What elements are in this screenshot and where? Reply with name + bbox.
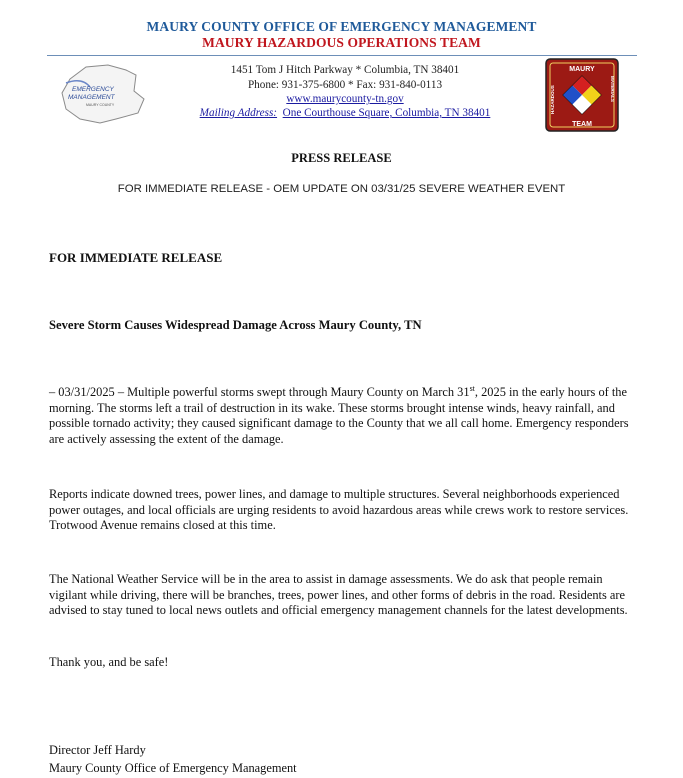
logo-text-3: MAURY COUNTY bbox=[86, 103, 115, 107]
mailing-address: One Courthouse Square, Columbia, TN 38401 bbox=[282, 107, 491, 119]
emergency-management-logo bbox=[56, 61, 152, 127]
logo-text-2: MANAGEMENT bbox=[68, 94, 115, 101]
website-link[interactable]: www.maurycounty-tn.gov bbox=[286, 93, 404, 105]
header-divider bbox=[47, 55, 637, 56]
team-name: MAURY HAZARDOUS OPERATIONS TEAM bbox=[202, 35, 481, 50]
press-release-subtitle: FOR IMMEDIATE RELEASE - OEM UPDATE ON 03/31/25 SEVERE WEATHER EVENT bbox=[117, 183, 566, 195]
body-paragraph-4: Thank you, and be safe! bbox=[49, 655, 169, 669]
p1-text-end: , 2025 in the early hours of the morning. The storms left a trail of destruction in its wake. These storms brought intense winds, heavy rainfall, and possible tornado activity; they caused significant damage to the County that we all call home. Emergency responders are actively assessing the extent of the damage. bbox=[49, 385, 629, 446]
mailing-label: Mailing Address: bbox=[199, 107, 278, 119]
patch-bottom-text: TEAM bbox=[572, 121, 592, 128]
org-name: MAURY COUNTY OFFICE OF EMERGENCY MANAGEMENT bbox=[146, 19, 537, 34]
p1-ordinal-suffix: st bbox=[469, 383, 475, 393]
logo-text-1: EMERGENCY bbox=[72, 86, 114, 93]
body-paragraph-2: Reports indicate downed trees, power lines, and damage to multiple structures. Several neighborhoods experienced power outages, and local officials are urging residents to avoid hazardous areas while crews work to restore services. Trotwood Avenue remains closed at this time. bbox=[49, 487, 629, 533]
phone-fax-line: Phone: 931-375-6800 * Fax: 931-840-0113 bbox=[247, 79, 443, 91]
press-release-title: PRESS RELEASE bbox=[291, 151, 392, 165]
p1-text-start: – 03/31/2025 – Multiple powerful storms swept through Maury County on March 31 bbox=[49, 385, 470, 399]
release-headline: Severe Storm Causes Widespread Damage Across Maury County, TN bbox=[49, 318, 422, 332]
mailing-address-line bbox=[160, 107, 530, 119]
signature-name: Director Jeff Hardy bbox=[49, 743, 146, 757]
hazmat-team-patch-logo bbox=[545, 58, 619, 132]
patch-left-text: HAZARDOUS bbox=[550, 85, 555, 114]
for-immediate-release-heading: FOR IMMEDIATE RELEASE bbox=[49, 250, 223, 265]
patch-top-text: MAURY bbox=[569, 66, 595, 73]
address-line: 1451 Tom J Hitch Parkway * Columbia, TN 38401 bbox=[230, 64, 460, 76]
signature-office: Maury County Office of Emergency Management bbox=[49, 761, 297, 775]
body-paragraph-3: The National Weather Service will be in the area to assist in damage assessments. We do ask that people remain vigilant while driving, there will be branches, trees, power lines, and other forms of debris in the road. Residents are advised to stay tuned to local news outlets and official emergency management channels for the latest developments. bbox=[49, 572, 628, 618]
body-paragraph-1 bbox=[49, 385, 631, 447]
patch-right-text: MATERIALS bbox=[610, 76, 615, 102]
